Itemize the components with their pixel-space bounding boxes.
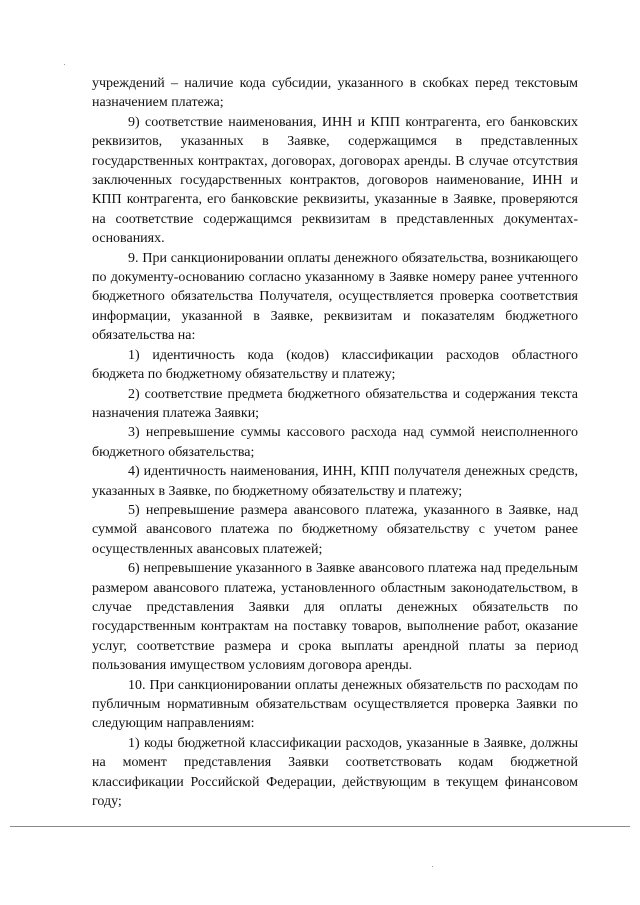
paragraph-check-5: 5) непревышение размера авансового платежа, указанного в Заявке, над суммой авансового платежа по бюджетному обязательству с учетом ранее осуществленных авансовых платежей;	[92, 502, 578, 557]
paragraph-continuation: учреждений – наличие кода субсидии, указанного в скобках перед текстовым назначением платежа;	[92, 76, 578, 111]
paragraph-check-1: 1) идентичность кода (кодов) классификации расходов областного бюджета по бюджетному обязательству и платежу;	[92, 347, 578, 383]
paragraph-section-9: 9. При санкционировании оплаты денежного обязательства, возникающего по документу-основанию согласно указанному в Заявке номеру ранее учтенного бюджетного обязательства Получателя, осуществляется проверка соответствия информации, указанной в Заявке, реквизитам и показателям бюджетного обязательства на:	[92, 250, 578, 344]
paragraph-check-2: 2) соответствие предмета бюджетного обязательства и содержания текста назначения платежа Заявки;	[92, 386, 578, 421]
scan-speck	[432, 866, 433, 867]
paragraph-check-3: 3) непревышение суммы кассового расхода над суммой неисполненного бюджетного обязательства;	[92, 425, 578, 460]
paragraph-check-6: 6) непревышение указанного в Заявке авансового платежа над предельным размером авансового платежа, установленного областным законодательством, в случае представления Заявки для оплаты денежных обязательств по государственным контрактам на поставку товаров, выполнение работ, оказание услуг, соответствие размера и срока выплаты арендной платы за период пользования имуществом условиям договора аренды.	[92, 561, 578, 674]
paragraph-item-9-counterparty: 9) соответствие наименования, ИНН и КПП контрагента, его банковских реквизитов, указанных в Заявке, содержащимся в представленных государственных контрактах, договорах, договорах аренды. В случае отсутствия заключенных государственных контрактов, договоров наименование, ИНН и КПП контрагента, его банковские реквизиты, указанные в Заявке, проверяются на соответствие содержащимся реквизитам в представленных документах-основаниях.	[92, 114, 578, 247]
scan-speck	[64, 64, 65, 65]
paragraph-section-10-item-1: 1) коды бюджетной классификации расходов, указанные в Заявке, должны на момент представления Заявки соответствовать кодам бюджетной классификации Российской Федерации, действующим в текущем финансовом году;	[92, 735, 578, 810]
paragraph-check-4: 4) идентичность наименования, ИНН, КПП получателя денежных средств, указанных в Заявке, по бюджетному обязательству и платежу;	[92, 464, 578, 499]
footer-divider	[10, 826, 630, 827]
paragraph-section-10: 10. При санкционировании оплаты денежных обязательств по расходам по публичным нормативным обязательствам осуществляется проверка Заявки по следующим направлениям:	[92, 677, 578, 732]
document-body	[92, 74, 578, 811]
